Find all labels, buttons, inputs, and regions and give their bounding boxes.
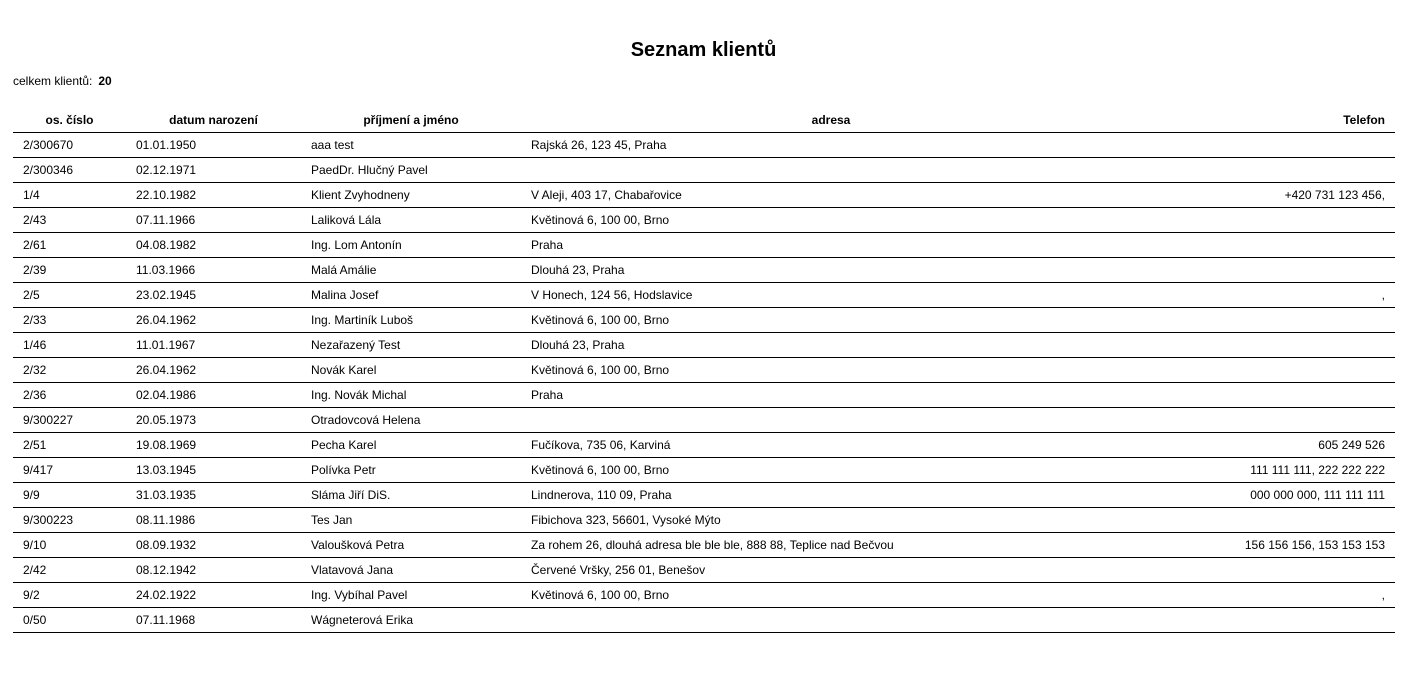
cell-number: 9/417 <box>13 458 126 483</box>
cell-phone: 605 249 526 <box>1141 433 1395 458</box>
cell-address: V Aleji, 403 17, Chabařovice <box>521 183 1141 208</box>
cell-phone: 111 111 111, 222 222 222 <box>1141 458 1395 483</box>
table-row <box>13 208 1395 233</box>
cell-phone <box>1141 358 1395 383</box>
cell-phone: , <box>1141 583 1395 608</box>
cell-number: 2/36 <box>13 383 126 408</box>
table-row <box>13 133 1395 158</box>
cell-phone: , <box>1141 283 1395 308</box>
cell-number: 9/300223 <box>13 508 126 533</box>
table-row <box>13 408 1395 433</box>
cell-name: Vlatavová Jana <box>301 558 521 583</box>
table-row <box>13 508 1395 533</box>
cell-name: Ing. Lom Antonín <box>301 233 521 258</box>
client-count-label: celkem klientů: <box>13 74 93 88</box>
cell-name: aaa test <box>301 133 521 158</box>
cell-number: 2/32 <box>13 358 126 383</box>
cell-name: Ing. Vybíhal Pavel <box>301 583 521 608</box>
cell-name: Klient Zvyhodneny <box>301 183 521 208</box>
table-row <box>13 183 1395 208</box>
cell-birthdate: 31.03.1935 <box>126 483 301 508</box>
cell-phone <box>1141 508 1395 533</box>
cell-phone: +420 731 123 456, <box>1141 183 1395 208</box>
cell-number: 1/46 <box>13 333 126 358</box>
cell-address: Praha <box>521 233 1141 258</box>
cell-phone <box>1141 308 1395 333</box>
cell-birthdate: 20.05.1973 <box>126 408 301 433</box>
cell-birthdate: 01.01.1950 <box>126 133 301 158</box>
cell-birthdate: 07.11.1966 <box>126 208 301 233</box>
column-header-name: příjmení a jméno <box>301 108 521 133</box>
cell-address: V Honech, 124 56, Hodslavice <box>521 283 1141 308</box>
table-row <box>13 308 1395 333</box>
cell-number: 2/39 <box>13 258 126 283</box>
cell-birthdate: 24.02.1922 <box>126 583 301 608</box>
cell-name: Laliková Lála <box>301 208 521 233</box>
cell-number: 2/42 <box>13 558 126 583</box>
page-title: Seznam klientů <box>630 39 777 61</box>
cell-number: 2/33 <box>13 308 126 333</box>
cell-birthdate: 08.11.1986 <box>126 508 301 533</box>
cell-phone <box>1141 208 1395 233</box>
cell-number: 0/50 <box>13 608 126 633</box>
cell-birthdate: 04.08.1982 <box>126 233 301 258</box>
cell-number: 2/300346 <box>13 158 126 183</box>
cell-birthdate: 19.08.1969 <box>126 433 301 458</box>
table-row <box>13 333 1395 358</box>
table-header <box>13 108 1395 133</box>
cell-number: 2/5 <box>13 283 126 308</box>
cell-number: 2/43 <box>13 208 126 233</box>
cell-name: PaedDr. Hlučný Pavel <box>301 158 521 183</box>
cell-phone <box>1141 408 1395 433</box>
cell-address: Červené Vršky, 256 01, Benešov <box>521 558 1141 583</box>
cell-address: Dlouhá 23, Praha <box>521 333 1141 358</box>
cell-address <box>521 608 1141 633</box>
header-row <box>13 108 1395 133</box>
cell-address <box>521 158 1141 183</box>
cell-phone <box>1141 158 1395 183</box>
cell-number: 2/300670 <box>13 133 126 158</box>
table-body <box>13 133 1395 633</box>
cell-name: Wágneterová Erika <box>301 608 521 633</box>
cell-name: Nezařazený Test <box>301 333 521 358</box>
cell-address: Květinová 6, 100 00, Brno <box>521 358 1141 383</box>
table-row <box>13 533 1395 558</box>
cell-birthdate: 23.02.1945 <box>126 283 301 308</box>
cell-phone <box>1141 233 1395 258</box>
cell-name: Otradovcová Helena <box>301 408 521 433</box>
cell-number: 9/300227 <box>13 408 126 433</box>
cell-phone <box>1141 333 1395 358</box>
cell-number: 9/10 <box>13 533 126 558</box>
cell-birthdate: 07.11.1968 <box>126 608 301 633</box>
table-row <box>13 358 1395 383</box>
cell-number: 1/4 <box>13 183 126 208</box>
cell-name: Novák Karel <box>301 358 521 383</box>
cell-birthdate: 08.12.1942 <box>126 558 301 583</box>
table-row <box>13 608 1395 633</box>
client-count-summary <box>13 73 112 89</box>
column-header-number: os. číslo <box>13 108 126 133</box>
cell-birthdate: 13.03.1945 <box>126 458 301 483</box>
cell-phone: 000 000 000, 111 111 111 <box>1141 483 1395 508</box>
cell-birthdate: 08.09.1932 <box>126 533 301 558</box>
cell-name: Polívka Petr <box>301 458 521 483</box>
cell-address: Květinová 6, 100 00, Brno <box>521 458 1141 483</box>
table-row <box>13 458 1395 483</box>
cell-phone <box>1141 558 1395 583</box>
cell-birthdate: 22.10.1982 <box>126 183 301 208</box>
cell-phone <box>1141 383 1395 408</box>
cell-address: Rajská 26, 123 45, Praha <box>521 133 1141 158</box>
cell-birthdate: 02.12.1971 <box>126 158 301 183</box>
cell-birthdate: 11.03.1966 <box>126 258 301 283</box>
cell-address: Dlouhá 23, Praha <box>521 258 1141 283</box>
cell-name: Tes Jan <box>301 508 521 533</box>
cell-address: Fibichova 323, 56601, Vysoké Mýto <box>521 508 1141 533</box>
cell-name: Ing. Novák Michal <box>301 383 521 408</box>
cell-birthdate: 11.01.1967 <box>126 333 301 358</box>
cell-birthdate: 26.04.1962 <box>126 358 301 383</box>
table-row <box>13 233 1395 258</box>
cell-address: Květinová 6, 100 00, Brno <box>521 208 1141 233</box>
client-table <box>13 108 1395 633</box>
table-row <box>13 558 1395 583</box>
cell-number: 2/51 <box>13 433 126 458</box>
cell-name: Pecha Karel <box>301 433 521 458</box>
cell-address <box>521 408 1141 433</box>
table-row <box>13 433 1395 458</box>
cell-address: Fučíkova, 735 06, Karviná <box>521 433 1141 458</box>
cell-name: Malá Amálie <box>301 258 521 283</box>
cell-name: Sláma Jiří DiS. <box>301 483 521 508</box>
column-header-birthdate: datum narození <box>126 108 301 133</box>
cell-phone <box>1141 133 1395 158</box>
cell-address: Květinová 6, 100 00, Brno <box>521 308 1141 333</box>
table-row <box>13 158 1395 183</box>
table-row <box>13 383 1395 408</box>
column-header-phone: Telefon <box>1141 108 1395 133</box>
cell-phone <box>1141 608 1395 633</box>
column-header-address: adresa <box>521 108 1141 133</box>
table-row <box>13 258 1395 283</box>
cell-address: Za rohem 26, dlouhá adresa ble ble ble, 888 88, Teplice nad Bečvou <box>521 533 1141 558</box>
client-count-value: 20 <box>98 74 112 88</box>
cell-phone: 156 156 156, 153 153 153 <box>1141 533 1395 558</box>
cell-name: Valoušková Petra <box>301 533 521 558</box>
cell-number: 2/61 <box>13 233 126 258</box>
table-row <box>13 583 1395 608</box>
cell-birthdate: 26.04.1962 <box>126 308 301 333</box>
cell-address: Praha <box>521 383 1141 408</box>
cell-number: 9/9 <box>13 483 126 508</box>
cell-name: Malina Josef <box>301 283 521 308</box>
cell-name: Ing. Martiník Luboš <box>301 308 521 333</box>
cell-phone <box>1141 258 1395 283</box>
table-row <box>13 483 1395 508</box>
cell-number: 9/2 <box>13 583 126 608</box>
cell-address: Květinová 6, 100 00, Brno <box>521 583 1141 608</box>
cell-birthdate: 02.04.1986 <box>126 383 301 408</box>
cell-address: Lindnerova, 110 09, Praha <box>521 483 1141 508</box>
table-row <box>13 283 1395 308</box>
